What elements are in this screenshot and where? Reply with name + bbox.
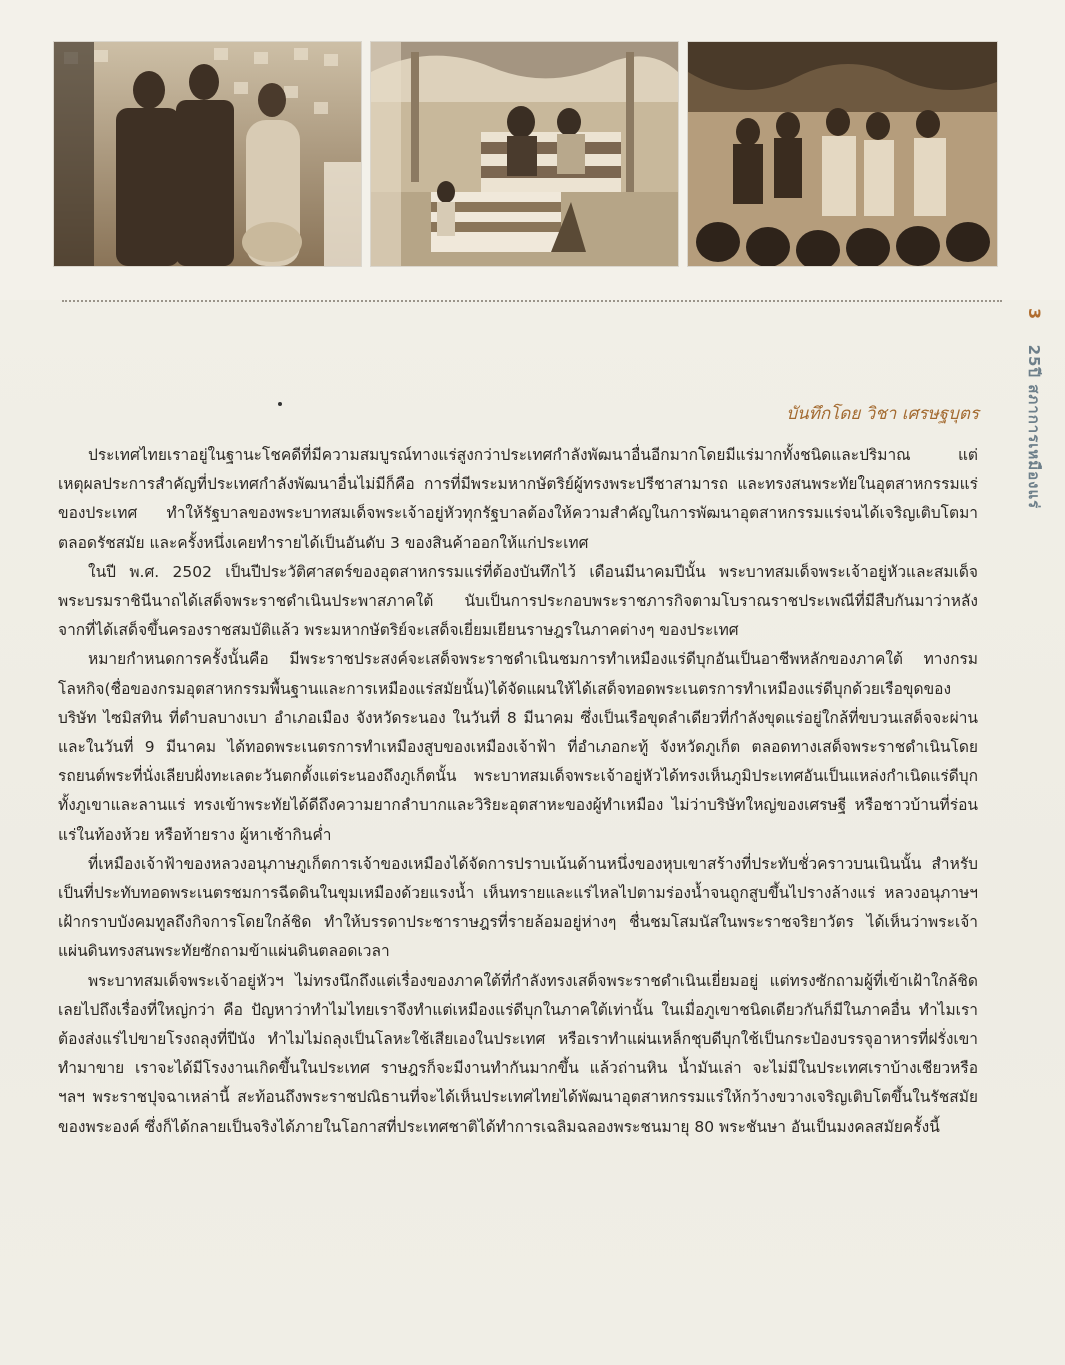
photo-royal-pavilion <box>371 42 678 266</box>
byline: บันทึกโดย วิชา เศรษฐบุตร <box>786 404 979 424</box>
print-speck <box>278 402 282 406</box>
article-body <box>58 441 978 1142</box>
paragraph: หมายกำหนดการครั้งนั้นคือ มีพระราชประสงค์จะเสด็จพระราชดำเนินชมการทำเหมืองแร่ดีบุกอันเป็นอาชีพหลักของภาคใต้ ทางกรมโลหกิจ(ชื่อของกรมอุตสาหกรรมพื้นฐานและการเหมืองแร่สมัยนั้น)ได้จัดแผนให้ได้เสด็จทอดพระเนตรการทำเหมืองแร่ดีบุกด้วยเรือขุดของบริษัท ไซมิสทิน ที่ตำบลบางเบา อำเภอเมือง จังหวัดระนอง ในวันที่ 8 มีนาคม ซึ่งเป็นเรือขุดลำเดียวที่กำลังขุดแร่อยู่ใกล้ที่ขบวนเสด็จจะผ่าน และในวันที่ 9 มีนาคม ได้ทอดพระเนตรการทำเหมืองสูบของเหมืองเจ้าฟ้า ที่อำเภอกะทู้ จังหวัดภูเก็ต ตลอดทางเสด็จพระราชดำเนินโดยรถยนต์พระที่นั่งเลียบฝั่งทะเลตะวันตกตั้งแต่ระนองถึงภูเก็ตนั้น พระบาทสมเด็จพระเจ้าอยู่หัวได้ทรงเห็นภูมิประเทศอันเป็นแหล่งกำเนิดแร่ดีบุก ทั้งภูเขาและลานแร่ ทรงเข้าพระทัยได้ดีถึงความยากลำบากและวิริยะอุตสาหะของผู้ทำเหมือง ไม่ว่าบริษัทใหญ่ของเศรษฐี หรือชาวบ้านที่ร่อนแร่ในท้องห้วย หรือท้ายราง ผู้หาเช้ากินค่ำ <box>58 650 978 844</box>
side-strip-text <box>1022 308 1046 509</box>
paragraph: ประเทศไทยเราอยู่ในฐานะโชคดีที่มีความสมบูรณ์ทางแร่สูงกว่าประเทศกำลังพัฒนาอื่นอีกมากโดยมีแร่มากทั้งชนิดและปริมาณ แต่เหตุผลประการสำคัญที่ประเทศกำลังพัฒนาอื่นไม่มีก็คือ การที่มีพระมหากษัตริย์ผู้ทรงพระปรีชาสามารถ และทรงสนพระทัยในอุตสาหกรรมแร่ของประเทศ ทำให้รัฐบาลของพระบาทสมเด็จพระเจ้าอยู่หัวทุกรัฐบาลต้องให้ความสำคัญในการพัฒนาอุตสาหกรรมแร่จนได้เจริญเติบโตมาตลอดรัชสมัย และครั้งหนึ่งเคยทำรายได้เป็นอันดับ 3 ของสินค้าออกให้แก่ประเทศ <box>58 446 978 552</box>
paragraph: ในปี พ.ศ. 2502 เป็นปีประวัติศาสตร์ของอุตสาหกรรมแร่ที่ต้องบันทึกไว้ เดือนมีนาคมปีนั้น พระบาทสมเด็จพระเจ้าอยู่หัวและสมเด็จพระบรมราชินีนาถได้เสด็จพระราชดำเนินประพาสภาคใต้ นับเป็นการประกอบพระราชภารกิจตามโบราณราชประเพณีที่มีสืบกันมาว่าหลังจากที่ได้เสด็จขึ้นครองราชสมบัติแล้ว พระมหากษัตริย์จะเสด็จเยี่ยมเยียนราษฎรในภาคต่างๆ ของประเทศ <box>58 562 978 640</box>
paragraph: พระบาทสมเด็จพระเจ้าอยู่หัวฯ ไม่ทรงนึกถึงแต่เรื่องของภาคใต้ที่กำลังทรงเสด็จพระราชดำเนินเยี่ยมอยู่ แต่ทรงซักถามผู้ที่เข้าเฝ้าใกล้ชิดเลยไปถึงเรื่องที่ใหญ่กว่า คือ ปัญหาว่าทำไมไทยเราจึงทำแต่เหมืองแร่ดีบุกในภาคใต้เท่านั้น ในเมื่อภูเขาชนิดเดียวกันก็มีในภาคอื่น ทำไมเราต้องส่งแร่ไปขายโรงถลุงที่ปีนัง ทำไมไม่ถลุงเป็นโลหะใช้เสียเองในประเทศ หรือเราทำแผ่นเหล็กชุบดีบุกใช้เป็นกระป๋องบรรจุอาหารที่ฝรั่งเขาทำมาขาย เราจะได้มีโรงงานเกิดขึ้นในประเทศ ราษฎรก็จะมีงานทำกันมากขึ้น แล้วถ่านหิน น้ำมันเล่า จะไม่มีในประเทศเราบ้างเชียวหรือ ฯลฯ พระราชปุจฉาเหล่านี้ สะท้อนถึงพระราชปณิธานที่จะได้เห็นประเทศไทยได้พัฒนาอุตสาหกรรมแร่ให้กว้างขวางเจริญเติบโตขึ้นในรัชสมัยของพระองค์ ซึ่งก็ได้กลายเป็นจริงได้ภายในโอกาสที่ประเทศชาติได้ทำการเฉลิมฉลองพระชนมายุ 80 พระชันษา อันเป็นมงคลสมัยครั้งนี้ <box>58 971 978 1136</box>
photo-royal-visit-officials <box>54 42 361 266</box>
photo-royal-crowd <box>688 42 997 266</box>
publication-label: 25ปี สภาการเหมืองแร่ <box>1025 344 1043 510</box>
paragraph: ที่เหมืองเจ้าฟ้าของหลวงอนุภาษภูเก็ตการเจ้าของเหมืองได้จัดการปราบเน้นด้านหนึ่งของหุบเขาสร้างที่ประทับชั่วคราวบนเนินนั้น สำหรับเป็นที่ประทับทอดพระเนตรชมการฉีดดินในขุมเหมืองด้วยแรงน้ำ เห็นทรายและแร่ไหลไปตามร่องน้ำจนถูกสูบขึ้นไปรางล้างแร่ หลวงอนุภาษฯ เฝ้ากราบบังคมทูลถึงกิจการโดยใกล้ชิด ทำให้บรรดาประชาราษฎรที่รายล้อมอยู่ห่างๆ ชื่นชมโสมนัสในพระราชจริยาวัตร ได้เห็นว่าพระเจ้าแผ่นดินทรงสนพระทัยซักถามข้าแผ่นดินตลอดเวลา <box>58 854 978 961</box>
side-strip <box>1002 308 1062 548</box>
page-number: 3 <box>1025 308 1044 321</box>
dotted-divider <box>62 300 1002 302</box>
